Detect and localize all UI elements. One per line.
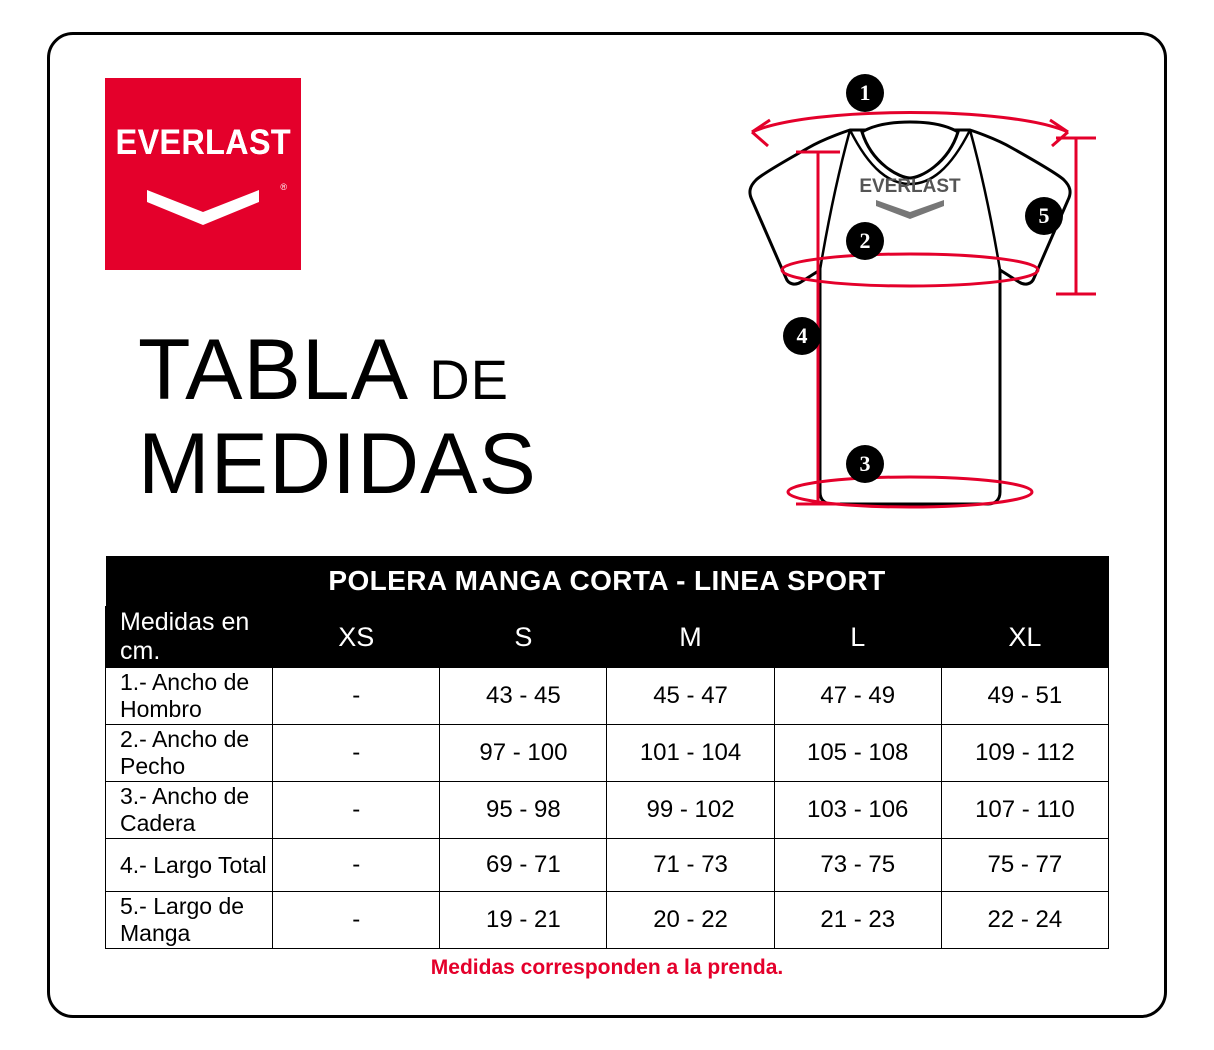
col-header-measures: Medidas en cm. [106, 607, 273, 668]
cell-s: 97 - 100 [440, 725, 607, 782]
title-line2: MEDIDAS [138, 415, 537, 512]
cell-xs: - [273, 892, 440, 949]
cell-m: 99 - 102 [607, 782, 774, 839]
table-header-row [106, 607, 1109, 668]
cell-xl: 109 - 112 [941, 725, 1108, 782]
cell-xl: 107 - 110 [941, 782, 1108, 839]
cell-l: 47 - 49 [774, 668, 941, 725]
title-line1-small: DE [429, 348, 510, 411]
cell-l: 103 - 106 [774, 782, 941, 839]
callout-2: 2 [846, 222, 884, 260]
col-header-l: L [774, 607, 941, 668]
row-label: 1.- Ancho de Hombro [106, 668, 273, 725]
cell-xs: - [273, 668, 440, 725]
cell-m: 101 - 104 [607, 725, 774, 782]
cell-xs: - [273, 782, 440, 839]
row-label: 2.- Ancho de Pecho [106, 725, 273, 782]
col-header-xl: XL [941, 607, 1108, 668]
callout-4: 4 [783, 317, 821, 355]
shirt-chest-logo-text: EVERLAST [859, 176, 961, 197]
cell-s: 69 - 71 [440, 839, 607, 892]
cell-l: 105 - 108 [774, 725, 941, 782]
callout-3: 3 [846, 445, 884, 483]
everlast-swoosh-icon [143, 182, 263, 231]
page-title [138, 322, 658, 512]
row-label: 3.- Ancho de Cadera [106, 782, 273, 839]
cell-l: 21 - 23 [774, 892, 941, 949]
cell-m: 45 - 47 [607, 668, 774, 725]
everlast-logo [105, 78, 301, 270]
table-row [106, 668, 1109, 725]
table-row [106, 892, 1109, 949]
table-row [106, 782, 1109, 839]
brand-wordmark: EVERLAST [115, 123, 291, 162]
title-line1-main: TABLA [138, 322, 405, 418]
cell-m: 20 - 22 [607, 892, 774, 949]
cell-s: 43 - 45 [440, 668, 607, 725]
table-row [106, 839, 1109, 892]
cell-m: 71 - 73 [607, 839, 774, 892]
measurements-table [105, 556, 1109, 979]
cell-l: 73 - 75 [774, 839, 941, 892]
callout-1: 1 [846, 74, 884, 112]
cell-xl: 49 - 51 [941, 668, 1108, 725]
cell-xs: - [273, 725, 440, 782]
tshirt-illustration [700, 52, 1120, 552]
callout-5: 5 [1025, 197, 1063, 235]
col-header-m: M [607, 607, 774, 668]
registered-mark: ® [280, 182, 287, 192]
table-band-title: POLERA MANGA CORTA - LINEA SPORT [106, 556, 1109, 607]
row-label: 4.- Largo Total [106, 839, 273, 892]
col-header-s: S [440, 607, 607, 668]
cell-s: 95 - 98 [440, 782, 607, 839]
table-footnote: Medidas corresponden a la prenda. [430, 956, 784, 979]
cell-xl: 75 - 77 [941, 839, 1108, 892]
col-header-xs: XS [273, 607, 440, 668]
tshirt-diagram-icon [700, 52, 1120, 552]
cell-xl: 22 - 24 [941, 892, 1108, 949]
row-label: 5.- Largo de Manga [106, 892, 273, 949]
cell-s: 19 - 21 [440, 892, 607, 949]
table-band-title-row [106, 556, 1109, 607]
cell-xs: - [273, 839, 440, 892]
table-row [106, 725, 1109, 782]
